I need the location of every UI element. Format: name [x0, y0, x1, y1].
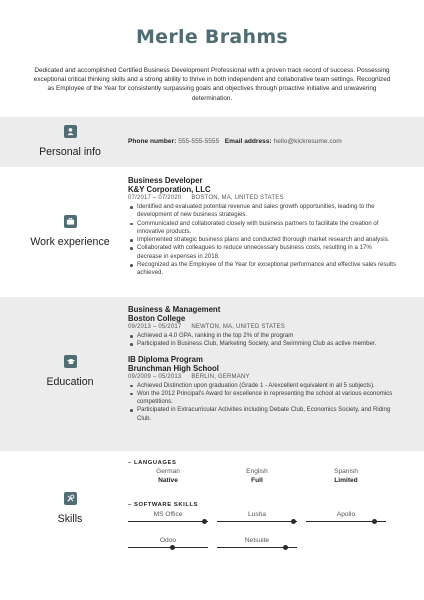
skill-item: [128, 510, 208, 522]
graduation-cap-icon: [64, 355, 77, 368]
skill-item: [128, 536, 208, 548]
language-level: Limited: [334, 477, 358, 484]
candidate-name: Merle Brahms: [135, 26, 289, 48]
section-title-skills: Skills: [57, 513, 83, 525]
language-level: Native: [158, 477, 178, 484]
section-title-education: Education: [46, 376, 94, 388]
degree-title: IB Diploma Program: [128, 354, 203, 364]
skill-name: Apollo: [336, 511, 356, 518]
bullet-item: Achieved Distinction upon graduation (Grade 1 - A/excellent equivalent in all 5 subjects).: [137, 382, 398, 390]
job-company: K&Y Corporation, LLC: [128, 185, 211, 194]
skill-name: MS Office: [153, 511, 183, 518]
education-bullets: [128, 382, 398, 423]
education-entries: [128, 305, 398, 423]
school-name: Boston College: [128, 314, 186, 323]
job-bullets: [128, 203, 398, 278]
education-section: [0, 297, 424, 451]
bullet-item: Collaborated with colleagues to reduce unnecessary business costs, resulting in a 17% decrease in expenses in 2018.: [137, 244, 398, 261]
skill-name: Odoo: [159, 537, 177, 544]
language-level: Full: [251, 477, 263, 484]
skill-bar: [128, 547, 208, 548]
email-value: hello@kickresume.com: [273, 138, 342, 145]
personal-info-section: [0, 117, 424, 167]
skill-bar: [217, 547, 297, 548]
skill-level-dot: [283, 545, 288, 550]
school-name: Brunchman High School: [128, 363, 219, 373]
education-meta: [128, 323, 398, 332]
job-meta: [128, 194, 398, 203]
job-title: Business Developer: [128, 176, 203, 185]
language-name: German: [156, 468, 180, 475]
skill-bar: [306, 521, 386, 522]
profile-summary: Dedicated and accomplished Certified Business Development Professional with a proven track record of success. Possessing exceptional critical thinking skills and a strong ability to thrive in both independent and collaborative team settings. Recognized as Employee of the Year for consistently surpassing goals and objectives through proactive initiative and unwavering determination.: [33, 67, 391, 102]
skill-bar: [217, 521, 297, 522]
language-name: English: [246, 468, 268, 475]
skill-level-dot: [170, 545, 175, 550]
skill-item: [217, 536, 297, 548]
language-item: [301, 467, 391, 485]
tools-icon: [64, 492, 77, 505]
education-entry: [128, 355, 398, 423]
bullet-item: Achieved a 4.0 GPA, ranking in the top 2% of the program: [137, 332, 398, 340]
degree-title: Business & Management: [128, 305, 221, 314]
education-dates: 09/2009 – 05/2013: [128, 373, 182, 380]
briefcase-icon: [64, 215, 77, 228]
education-location: BERLIN, GERMANY: [191, 373, 250, 380]
education-location: NEWTON, MA, UNITED STATES: [191, 324, 285, 330]
skill-name: Netsuite: [244, 537, 270, 544]
phone-label: Phone number:: [128, 138, 177, 145]
skill-item: [306, 510, 386, 522]
software-heading: – SOFTWARE SKILLS: [128, 502, 199, 508]
bullet-item: Recognized as the Employee of the Year for exceptional performance and effective sales results achieved.: [137, 261, 397, 277]
education-entry: [128, 305, 398, 349]
skill-bar: [128, 521, 208, 522]
job-location: BOSTON, MA, UNITED STATES: [191, 195, 284, 201]
bullet-item: Implemented strategic business plans and conducted thorough market research and analysis.: [137, 236, 398, 244]
skill-level-dot: [202, 519, 207, 524]
skill-name: Lusha: [248, 511, 266, 518]
bullet-item: Identified and evaluated potential revenue and sales growth opportunities, leading to the development of new business strategies.: [137, 203, 398, 220]
job-dates: 07/2017 – 07/2020: [128, 195, 182, 201]
bullet-item: Communicated and collaborated closely with business partners to facilitate the creation of innovative products.: [137, 220, 398, 237]
skill-item: [217, 510, 297, 522]
skill-level-dot: [291, 519, 296, 524]
section-title-personal-info: Personal info: [39, 146, 101, 158]
language-name: Spanish: [334, 468, 358, 475]
bullet-item: Participated in Extracurricular Activities including Debate Club, Economics Society, and Riding Club.: [137, 406, 398, 423]
phone-value: 555-555-5555: [178, 138, 220, 145]
person-icon: [64, 125, 77, 138]
skill-level-dot: [372, 519, 377, 524]
contact-line: [128, 138, 398, 145]
email-label: Email address:: [224, 138, 272, 145]
bullet-item: Won the 2012 Principal's Award for excellence in representing the school at various economics competitions.: [137, 390, 398, 407]
job-entry: [128, 176, 398, 278]
education-meta: [128, 373, 398, 382]
education-dates: 09/2013 – 05/2017: [128, 324, 182, 330]
language-item: [212, 467, 302, 485]
bullet-item: Participated in Business Club, Marketing Society, and Swimming Club as active member.: [137, 340, 398, 348]
section-title-work-experience: Work experience: [30, 236, 110, 248]
languages-heading: – LANGUAGES: [128, 460, 177, 466]
education-bullets: [128, 332, 398, 349]
language-item: [123, 467, 213, 485]
